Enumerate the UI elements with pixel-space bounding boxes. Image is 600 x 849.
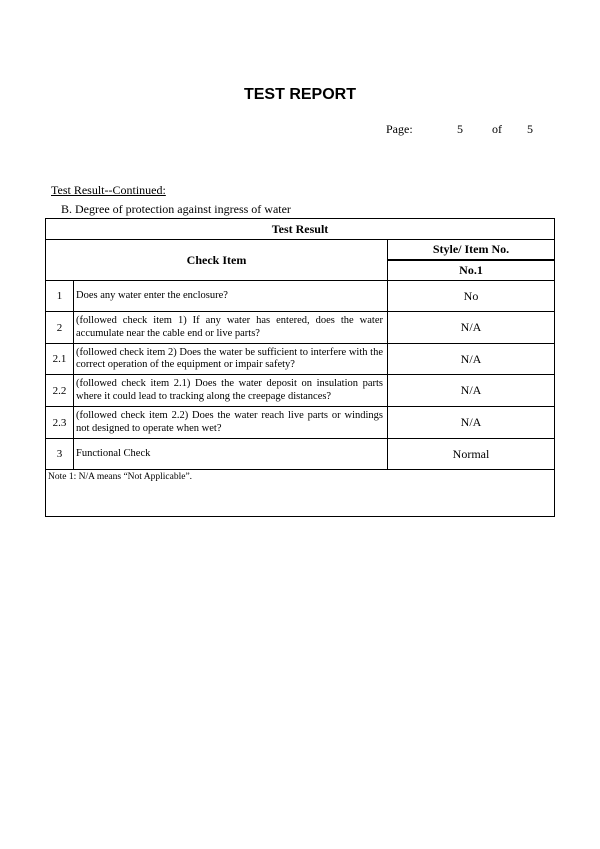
row-result: No	[388, 281, 555, 312]
page-total: 5	[527, 122, 533, 136]
test-result-table	[45, 218, 555, 517]
table-row	[46, 312, 555, 344]
page-current: 5	[457, 122, 463, 136]
table-note: Note 1: N/A means “Not Applicable”.	[46, 470, 555, 517]
section-title: Test Result--Continued:	[51, 183, 166, 197]
row-number: 2.2	[46, 375, 74, 407]
table-row	[46, 407, 555, 439]
row-result: N/A	[388, 344, 555, 375]
row-check-item: (followed check item 2.2) Does the water reach live parts or windings not designed to operate when wet?	[74, 407, 388, 439]
note-row	[46, 470, 555, 517]
row-result: Normal	[388, 439, 555, 470]
table-row	[46, 375, 555, 407]
page-indicator	[386, 122, 546, 138]
row-check-item: (followed check item 2.1) Does the water deposit on insulation parts where it could lead to tracking along the creepage distances?	[74, 375, 388, 407]
table-row	[46, 344, 555, 375]
page-of-label: of	[492, 122, 502, 136]
table-title: Test Result	[46, 219, 555, 240]
row-number: 2	[46, 312, 74, 344]
sample-header: No.1	[388, 260, 555, 281]
row-number: 2.3	[46, 407, 74, 439]
subsection-title: B. Degree of protection against ingress of water	[61, 202, 291, 216]
table-row	[46, 281, 555, 312]
row-check-item: Functional Check	[74, 439, 388, 470]
page-label: Page:	[386, 122, 413, 136]
row-check-item: Does any water enter the enclosure?	[74, 281, 388, 312]
row-number: 3	[46, 439, 74, 470]
table-title-row	[46, 219, 555, 240]
style-item-header: Style/ Item No.	[388, 240, 555, 260]
row-check-item: (followed check item 2) Does the water be sufficient to interfere with the correct operation of the equipment or impair safety?	[74, 344, 388, 375]
check-item-header: Check Item	[46, 240, 388, 281]
row-result: N/A	[388, 407, 555, 439]
row-number: 2.1	[46, 344, 74, 375]
row-result: N/A	[388, 375, 555, 407]
row-result: N/A	[388, 312, 555, 344]
header-row	[46, 240, 555, 260]
row-number: 1	[46, 281, 74, 312]
row-check-item: (followed check item 1) If any water has entered, does the water accumulate near the cable end or live parts?	[74, 312, 388, 344]
report-title: TEST REPORT	[243, 86, 356, 103]
table-row	[46, 439, 555, 470]
